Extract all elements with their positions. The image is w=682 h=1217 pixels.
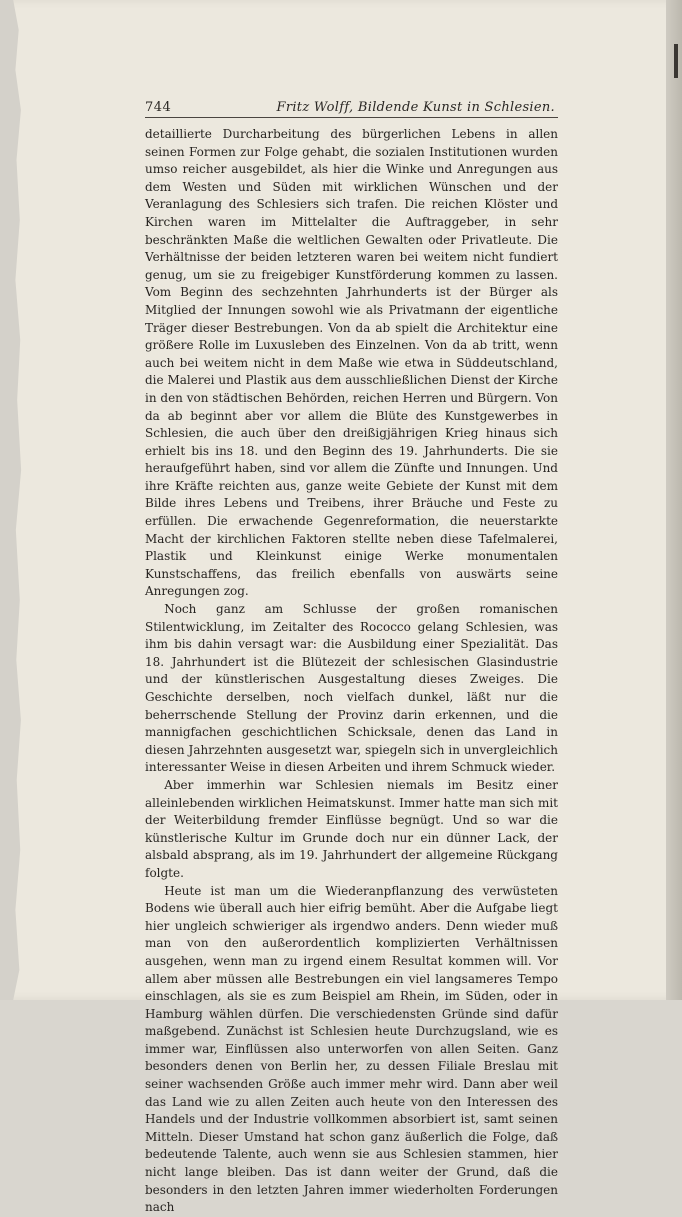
paragraph: Heute ist man um die Wiederanpflanzung des verwüsteten Bodens wie überall auch hier eifrig bemüht. Aber die Aufgabe liegt hier ungleich schwieriger als irgendwo anders. Denn wieder muß man von den außerordentlich komplizierten Verhältnissen ausgehen, wenn man zu irgend einem Resultat kommen will. Vor allem aber müssen alle Bestrebungen ein viel langsameres Tempo einschlagen, als sie es zum Beispiel am Rhein, im Süden, oder in Hamburg wählen dürfen. Die verschiedensten Gründe sind dafür maßgebend. Zunächst ist Schlesien heute Durchzugsland, wie es immer war, Einflüssen also unterworfen von allen Seiten. Ganz besonders denen von Berlin her, zu dessen Filiale Breslau mit seiner wachsenden Größe auch immer mehr wird. Dann aber weil das Land wie zu allen Zeiten auch heute von den Interessen des Handels und der Industrie vollkommen absorbiert ist, samt seinen Mitteln. Dieser Umstand hat schon ganz äußerlich die Folge, daß bedeutende Talente, auch wenn sie aus Schlesien stammen, hier nicht lange bleiben. Das ist dann weiter der Grund, daß die besonders in den letzten Jahren immer wiederholten Forderungen nach	[145, 883, 558, 1215]
adjacent-page-mark	[674, 44, 678, 78]
adjacent-page-edge	[666, 0, 682, 1000]
torn-page-edge	[0, 0, 22, 1000]
paragraph: Noch ganz am Schlusse der großen romanischen Stilentwicklung, im Zeitalter des Rococco gelang Schlesien, was ihm bis dahin versagt war: die Ausbildung einer Spezialität. Das 18. Jahrhundert ist die Blütezeit der schlesischen Glasindustrie und der künstlerischen Ausgestaltung dieses Zweiges. Die Geschichte derselben, noch vielfach dunkel, läßt nur die beherrschende Stellung der Provinz darin erkennen, und die mannigfachen geschichtlichen Schicksale, denen das Land in diesen Jahrzehnten ausgesetzt war, spiegeln sich in unvergleichlich interessanter Weise in diesen Arbeiten und ihrem Schmuck wieder.	[145, 602, 558, 775]
paragraph: detaillierte Durcharbeitung des bürgerlichen Lebens in allen seinen Formen zur Folge gehabt, die sozialen Institutionen wurden umso reicher ausgebildet, als hier die Winke und Anregungen aus dem Westen und Süden mit wirklichen Wünschen und der Veranlagung des Schlesiers sich trafen. Die reichen Klöster und Kirchen waren im Mittelalter die Auftraggeber, in sehr beschränkten Maße die weltlichen Gewalten oder Privatleute. Die Verhältnisse der beiden letzteren waren bei weitem nicht fundiert genug, um sie zu freigebiger Kunstförderung kommen zu lassen. Vom Beginn des sechzehnten Jahrhunderts ist der Bürger als Mitglied der Innungen sowohl wie als Privatmann der eigentliche Träger dieser Bestrebungen. Von da ab spielt die Architektur eine größere Rolle im Luxusleben des Einzelnen. Von da ab tritt, wenn auch bei weitem nicht in dem Maße wie etwa in Süddeutschland, die Malerei und Plastik aus dem ausschließlichen Dienst der Kirche in den von städtischen Behörden, reichen Herren und Bürgern. Von da ab beginnt aber vor allem die Blüte des Kunstgewerbes in Schlesien, die auch über den dreißigjährigen Krieg hinaus sich erhielt bis ins 18. und den Beginn des 19. Jahrhunderts. Die sie heraufgeführt haben, sind vor allem die Zünfte und Innungen. Und ihre Kräfte reichten aus, ganze weite Gebiete der Kunst mit dem Bilde ihres Lebens und Treibens, ihrer Bräuche und Feste zu erfüllen. Die erwachende Gegenreformation, die neuerstarkte Macht der kirchlichen Faktoren stellte neben diese Tafelmalerei, Plastik und Kleinkunst einige Werke monumentalen Kunstschaffens, das freilich ebenfalls von auswärts seine Anregungen zog.	[145, 127, 558, 599]
running-title: Fritz Wolff, Bildende Kunst in Schlesien.	[276, 100, 555, 115]
page-number: 744	[145, 100, 172, 115]
header-rule	[145, 117, 558, 118]
running-header	[145, 100, 555, 115]
paragraph: Aber immerhin war Schlesien niemals im Besitz einer alleinlebenden wirklichen Heimatskunst. Immer hatte man sich mit der Weiterbildung fremder Einflüsse begnügt. Und so war die künstlerische Kultur im Grunde doch nur ein dünner Lack, der alsbald absprang, als im 19. Jahrhundert der allgemeine Rückgang folgte.	[145, 777, 558, 880]
body-text	[145, 126, 558, 1217]
